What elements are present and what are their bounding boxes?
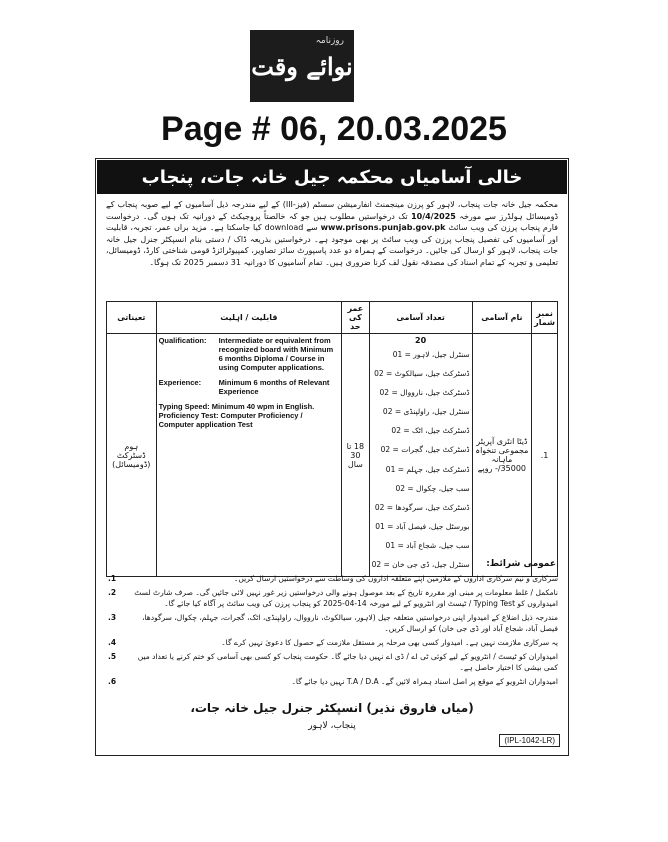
note-text: نامکمل / غلط معلومات پر مبنی اور مقررہ تاریخ کے بعد موصول ہونے والی درخواستیں زیر غور نہیں لائی جائیں گی۔ صرف شارٹ لسٹ امیدواروں کو Typing Test / ٹیسٹ اور انٹرویو کے لیے مورخہ 14-04-2025 کو پنجاب پرزن کی ویب سائٹ پر آگاہ کیا جائے گا۔ <box>134 588 558 608</box>
signature-block <box>96 701 568 731</box>
list-item: ڈسٹرکٹ جیل، سیالکوٹ = 02 <box>374 369 470 379</box>
list-item: ڈسٹرکٹ جیل، نارووال = 02 <box>379 388 470 398</box>
reference-code: (IPL-1042-LR) <box>499 734 560 747</box>
website-link[interactable]: www.prisons.punjab.gov.pk <box>320 223 446 232</box>
signature-place: پنجاب، لاہور <box>308 721 356 731</box>
notes-list <box>108 573 558 690</box>
intro-p5: تمام آسامیوں کا دورانیہ 31 دسمبر 2025 تک ہوگا۔ <box>149 257 323 267</box>
cell-serial: 1. <box>532 334 558 577</box>
list-item: ڈسٹرکٹ جیل، اٹک = 02 <box>391 426 470 436</box>
posting-line1: ہوم <box>124 441 139 451</box>
table-row <box>107 334 558 577</box>
list-item <box>108 612 558 634</box>
list-item: سنٹرل جیل، ڈی جی خان = 02 <box>371 560 470 570</box>
cell-qualification <box>156 334 342 577</box>
ad-banner: خالی آسامیاں محکمہ جیل خانہ جات، پنجاب <box>97 160 567 194</box>
quantity-list <box>372 345 470 574</box>
deadline-date: 10/4/2025 <box>411 211 456 221</box>
age-min: 18 تا <box>346 441 365 451</box>
logo-small-text: روزنامہ <box>315 36 344 46</box>
qualification-label: Qualification: <box>158 336 207 345</box>
note-text: یہ سرکاری ملازمت نہیں ہے۔ امیدوار کسی بھی مرحلہ پر مستقل ملازمت کے حصول کا دعویٰ نہیں کرے گا۔ <box>221 638 558 647</box>
header-qualification: قابلیت / اہلیت <box>156 302 342 334</box>
intro-paragraph <box>106 199 558 268</box>
post-salary: 35000/- روپے <box>477 464 526 474</box>
header-age: عمر کی حد <box>342 302 369 334</box>
posting-line2: ڈسٹرکٹ <box>116 450 146 460</box>
list-item: ڈسٹرکٹ جیل، جہلم = 01 <box>385 464 470 474</box>
vacancy-table <box>106 301 558 577</box>
note-number: 4. <box>108 638 117 647</box>
cell-quantity <box>369 334 472 577</box>
proficiency-test: Proficiency Test: Computer Proficiency / Computer application Test <box>158 411 303 429</box>
logo-text: نوائے وقت <box>251 51 353 81</box>
typing-speed: Typing Speed: Minimum 40 wpm in English. <box>158 402 315 411</box>
header-post: نام آسامی <box>472 302 532 334</box>
posting-line3: (ڈومیسائل) <box>112 459 151 469</box>
list-item: ڈسٹرکٹ جیل، گجرات = 02 <box>380 445 470 455</box>
header-serial: نمبر شمار <box>532 302 558 334</box>
list-item: سنٹرل جیل، راولپنڈی = 02 <box>382 407 470 417</box>
note-number: 6. <box>108 677 117 686</box>
list-item: سب جیل، شجاع آباد = 01 <box>385 540 470 550</box>
list-item <box>108 676 558 687</box>
intro-text <box>106 199 558 268</box>
cell-posting <box>107 334 157 577</box>
newspaper-logo <box>250 30 354 102</box>
list-item <box>108 651 558 673</box>
intro-p2: تک درخواستیں مطلوب ہیں جو کہ خالصتاً پروجیکٹ کے دورانیہ تک ہوں گی۔ درخواست فارم پنجاب پرزن کی ویب سائٹ <box>106 211 558 232</box>
page-title: Page # 06, 20.03.2025 <box>161 110 507 148</box>
cell-post <box>472 334 532 577</box>
note-number: 3. <box>108 613 117 622</box>
signature-name: (میاں فاروق نذیر) انسپکٹر جنرل جیل خانہ جات، <box>190 701 474 715</box>
note-text: امیدواران انٹرویو کے موقع پر اصل اسناد ہمراہ لائیں گے۔ T.A / D.A نہیں دیا جائے گا۔ <box>291 677 558 686</box>
experience-text: Minimum 6 months of Relevant Experience <box>218 378 330 396</box>
list-item <box>108 587 558 609</box>
list-item: سب جیل، چکوال = 02 <box>395 483 470 493</box>
notes-heading: عمومی شرائط: <box>486 559 556 569</box>
table-header-row <box>107 302 558 334</box>
age-max: 30 سال <box>347 450 363 469</box>
note-number: 1. <box>108 574 117 583</box>
advertisement <box>95 158 569 756</box>
experience-row <box>159 378 340 396</box>
header-posting: تعیناتی <box>107 302 157 334</box>
post-salary-label: مجموعی تنخواہ ماہانہ <box>475 446 529 465</box>
note-text: امیدواران کو ٹیسٹ / انٹرویو کے لیے کوئی ٹی اے / ڈی اے نہیں دیا جائے گا۔ حکومت پنجاب کو کسی بھی آسامی کو ختم کرنے یا تعداد میں کمی بیشی کا اختیار حاصل ہے۔ <box>137 652 558 672</box>
quantity-total: 20 <box>415 336 427 345</box>
post-name: ڈیٹا انٹری آپریٹر <box>476 437 528 447</box>
experience-label: Experience: <box>158 378 202 387</box>
list-item <box>108 573 558 584</box>
note-text: سرکاری و نیم سرکاری اداروں کے ملازمین اپنے متعلقہ اداروں کی وساطت سے درخواستیں ارسال کریں۔ <box>234 574 558 583</box>
intro-p3: سے download کیا جاسکتا ہے۔ مزید براں عمر، تجربہ، قابلیت اور آسامیوں کی تفصیل پنجاب پرزن کی ویب سائٹ پر بھی موجود ہے۔ درخواستیں بذریعہ ڈاک / دستی بنام انسپکٹر جنرل جیل خانہ جات پنجاب، لاہور کو ارسال کی جائیں۔ <box>106 223 558 255</box>
qualification-text: Intermediate or equivalent from recognized board with Minimum 6 months Diploma / Course in using Computer applications. <box>218 336 334 372</box>
intro-p1: محکمہ جیل خانہ جات پنجاب، لاہور کو پرزن مینجمنٹ انفارمیشن سسٹم (فیز-III) کے لیے مندرجہ ذیل آسامیوں کے لیے صوبہ پنجاب کے ڈومیسائل ہولڈرز سے مورخہ <box>106 200 559 221</box>
note-number: 5. <box>108 652 117 661</box>
note-number: 2. <box>108 588 117 597</box>
intro-p4: درخواست کے ہمراہ دو عدد پاسپورٹ سائز تصاویر، کمپیوٹرائزڈ قومی شناختی کارڈ، ڈومیسائل، تعلیمی و تجربہ کے تمام اسناد کی مصدقہ نقول لف کرنا ضروری ہیں۔ <box>106 246 558 267</box>
list-item <box>108 637 558 648</box>
header-quantity: تعداد آسامی <box>369 302 472 334</box>
list-item: بورسٹل جیل، فیصل آباد = 01 <box>375 521 470 531</box>
cell-age <box>342 334 369 577</box>
qualification-row <box>159 336 340 372</box>
list-item: سنٹرل جیل، لاہور = 01 <box>392 350 470 359</box>
note-text: مندرجہ ذیل اضلاع کے امیدوار اپنی درخواستیں متعلقہ جیل (لاہور، سیالکوٹ، نارووال، راولپنڈی، اٹک، گجرات، جہلم، چکوال، سرگودھا، فیصل آباد، شجاع آباد اور ڈی جی خان) کو ارسال کریں۔ <box>142 613 558 633</box>
list-item: ڈسٹرکٹ جیل، سرگودھا = 02 <box>374 502 470 512</box>
